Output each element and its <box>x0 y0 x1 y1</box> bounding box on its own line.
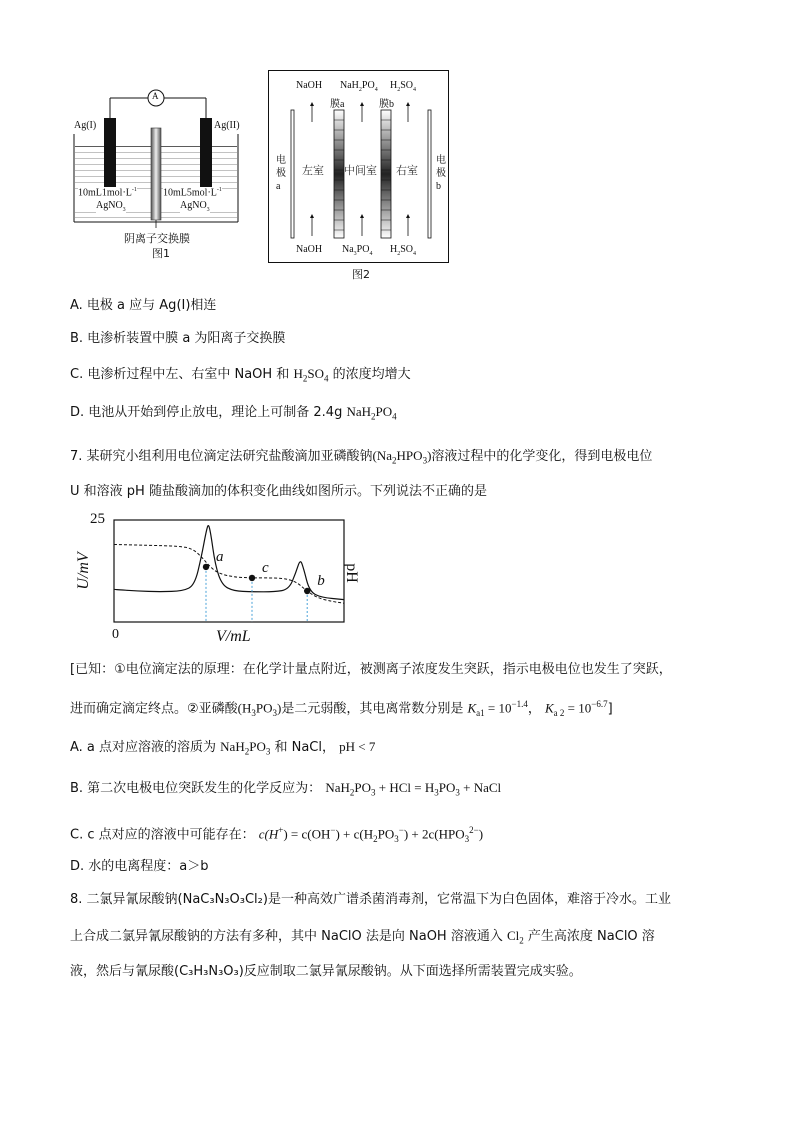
figure-2-caption: 图2 <box>352 268 370 281</box>
electrode-ag-ii <box>200 118 212 188</box>
electrode-b-plate <box>428 110 431 238</box>
membrane-a-shape <box>334 110 344 238</box>
figure-1 <box>68 86 248 266</box>
electrode-ag-i <box>104 118 116 188</box>
q6-option-d: D. 电池从开始到停止放电，理论上可制备 2.4g $NaH_2PO_4$ <box>70 404 397 422</box>
point-b-label: b <box>317 572 325 589</box>
left-room-label: 左室 <box>302 165 324 177</box>
q7-stem-line2: U 和溶液 pH 随盐酸滴加的体积变化曲线如图所示。下列说法不正确的是 <box>70 484 487 499</box>
anion-exchange-membrane <box>151 128 161 220</box>
q6-option-a: A. 电极 a 应与 Ag(I)相连 <box>70 298 217 313</box>
y-left-axis-label: U/mV <box>75 552 92 590</box>
ph-curve <box>114 544 344 603</box>
q7-option-c: C. c 点对应的溶液中可能存在： $c(H^+) = c(OH^-) + c(H_2PO_3^-) + 2c(HPO_3^{2-})$ <box>70 825 484 844</box>
point-b-marker <box>304 588 310 594</box>
bottom-mid-label: $Na_3PO_4$ <box>342 244 373 257</box>
electrode-left-label: Ag(I) <box>74 120 97 131</box>
figure-2 <box>268 70 462 282</box>
right-room-label: 右室 <box>396 165 418 177</box>
top-mid-label: $NaH_2PO_4$ <box>340 80 378 93</box>
q7-option-a: A. a 点对应溶液的溶质为 $NaH_2PO_3$ 和 NaCl， pH < 7 <box>70 739 376 757</box>
q7-option-d: D. 水的电离程度：a＞b <box>70 859 209 874</box>
q7-known-line1: [已知：①电位滴定法的原理：在化学计量点附近，被测离子浓度发生突跃，指示电极电位也发生了突跃， <box>70 662 672 677</box>
bottom-left-label: NaOH <box>296 244 323 255</box>
q8-stem-line2: 上合成二氯异氰尿酸钠的方法有多种，其中 NaClO 法是向 NaOH 溶液通入 $Cl_2$ 产生高浓度 NaClO 溶 <box>70 928 655 946</box>
point-a-label: a <box>216 548 224 565</box>
origin-tick: 0 <box>112 627 119 642</box>
membrane-label: 阴离子交换膜 <box>124 232 190 245</box>
q8-stem-line3: 液，然后与氰尿酸(C₃H₃N₃O₃)反应制取二氯异氰尿酸钠。从下面选择所需装置完成实验。 <box>70 964 582 979</box>
y-right-axis-label: pH <box>343 563 360 583</box>
top-right-label: $H_2SO_4$ <box>390 80 417 93</box>
top-left-label: NaOH <box>296 80 323 91</box>
point-c-marker <box>249 575 255 581</box>
membrane-b-label: 膜b <box>379 99 394 110</box>
plot-frame <box>114 520 344 622</box>
ammeter-label: A <box>152 91 159 101</box>
electrode-a-label: 电 极 a <box>276 155 286 192</box>
left-solution-label-1: $10mL1mol\cdot L^{-1}$ <box>78 187 137 199</box>
electrode-right-label: Ag(II) <box>214 120 240 131</box>
q7-stem-line1: 7. 某研究小组利用电位滴定法研究盐酸滴加亚磷酸钠$(Na_2HPO_3)$溶液过程中的化学变化，得到电极电位 <box>70 448 653 466</box>
q8-stem-line1: 8. 二氯异氰尿酸钠(NaC₃N₃O₃Cl₂)是一种高效广谱杀菌消毒剂，它常温下为白色固体，难溶于冷水。工业 <box>70 892 671 907</box>
electrode-b-label: 电 极 b <box>436 155 446 192</box>
q7-option-b: B. 第二次电极电位突跃发生的化学反应为： $NaH_2PO_3$ + HCl = $H_3PO_3$ + NaCl <box>70 780 502 798</box>
right-solution-label-1: $10mL5mol\cdot L^{-1}$ <box>163 187 222 199</box>
electrode-a-plate <box>291 110 294 238</box>
bottom-right-label: $H_2SO_4$ <box>390 244 417 257</box>
x-axis-label: V/mL <box>216 628 251 645</box>
figure-1-caption: 图1 <box>152 247 170 260</box>
q6-option-b: B. 电渗析装置中膜 a 为阳离子交换膜 <box>70 331 286 346</box>
potential-curve <box>114 526 344 600</box>
y-top-tick: 25 <box>90 511 105 527</box>
membrane-b-shape <box>381 110 391 238</box>
point-c-label: c <box>262 559 269 576</box>
right-solution-label-2: AgNO$_3$ <box>180 200 210 213</box>
middle-room-label: 中间室 <box>344 165 377 177</box>
q7-known-line2: 进而确定滴定终点。②亚磷酸$(H_3PO_3)$是二元弱酸，其电离常数分别是 $K_{a1} = 10^{-1.4}$， $K_{a 2} = 10^{-6.7}$] <box>70 699 613 718</box>
titration-chart <box>70 508 370 648</box>
membrane-a-label: 膜a <box>330 99 345 110</box>
left-solution-label-2: AgNO$_3$ <box>96 200 126 213</box>
q6-option-c: C. 电渗析过程中左、右室中 NaOH 和 $H_2SO_4$ 的浓度均增大 <box>70 366 411 384</box>
point-a-marker <box>203 564 209 570</box>
